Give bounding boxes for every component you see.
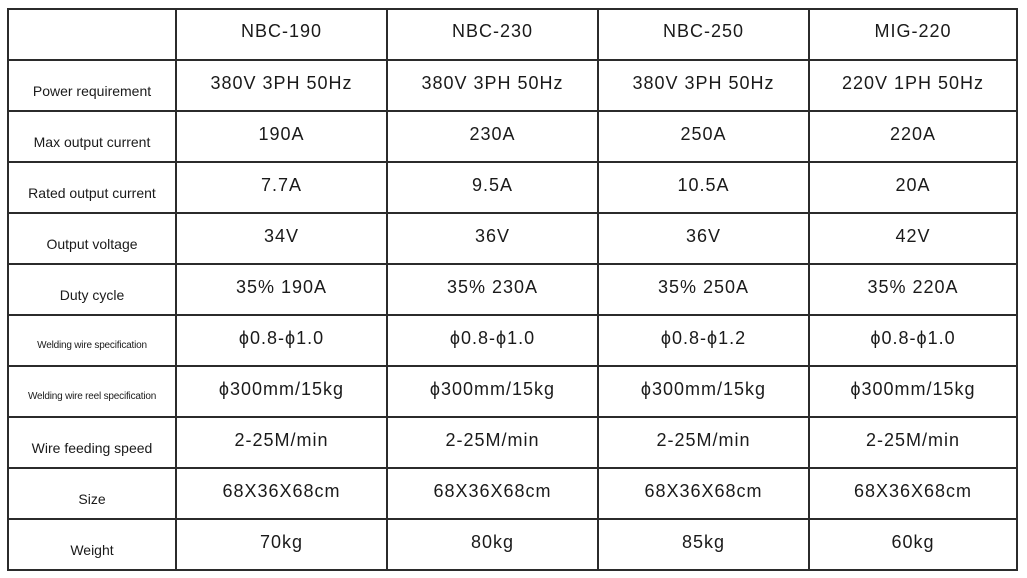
table-cell: 380V 3PH 50Hz bbox=[598, 60, 809, 111]
table-row-size bbox=[8, 468, 1017, 519]
table-cell: 68X36X68cm bbox=[809, 468, 1017, 519]
table-cell: 220V 1PH 50Hz bbox=[809, 60, 1017, 111]
model-header-nbc-190: NBC-190 bbox=[176, 9, 387, 60]
spec-table-container bbox=[7, 8, 1018, 571]
table-cell: 68X36X68cm bbox=[598, 468, 809, 519]
row-label: Duty cycle bbox=[8, 264, 176, 315]
spec-table bbox=[7, 8, 1018, 571]
row-label: Output voltage bbox=[8, 213, 176, 264]
table-row-rated-output-current bbox=[8, 162, 1017, 213]
table-cell: 35% 220A bbox=[809, 264, 1017, 315]
table-cell: ϕ0.8-ϕ1.2 bbox=[598, 315, 809, 366]
table-cell: ϕ0.8-ϕ1.0 bbox=[387, 315, 598, 366]
table-cell: ϕ300mm/15kg bbox=[387, 366, 598, 417]
table-cell: 2-25M/min bbox=[176, 417, 387, 468]
row-label: Wire feeding speed bbox=[8, 417, 176, 468]
table-row-welding-wire-specification bbox=[8, 315, 1017, 366]
table-cell: 70kg bbox=[176, 519, 387, 570]
table-cell: 190A bbox=[176, 111, 387, 162]
table-cell: 60kg bbox=[809, 519, 1017, 570]
corner-cell bbox=[8, 9, 176, 60]
table-cell: 42V bbox=[809, 213, 1017, 264]
table-cell: ϕ0.8-ϕ1.0 bbox=[809, 315, 1017, 366]
table-cell: 7.7A bbox=[176, 162, 387, 213]
row-label: Max output current bbox=[8, 111, 176, 162]
table-cell: 380V 3PH 50Hz bbox=[387, 60, 598, 111]
table-cell: 36V bbox=[387, 213, 598, 264]
table-cell: 2-25M/min bbox=[387, 417, 598, 468]
table-row-duty-cycle bbox=[8, 264, 1017, 315]
table-row-power-requirement bbox=[8, 60, 1017, 111]
row-label: Weight bbox=[8, 519, 176, 570]
table-cell: 230A bbox=[387, 111, 598, 162]
table-cell: 380V 3PH 50Hz bbox=[176, 60, 387, 111]
table-cell: ϕ300mm/15kg bbox=[809, 366, 1017, 417]
table-row-max-output-current bbox=[8, 111, 1017, 162]
table-cell: 9.5A bbox=[387, 162, 598, 213]
model-header-mig-220: MIG-220 bbox=[809, 9, 1017, 60]
row-label: Welding wire specification bbox=[8, 315, 176, 366]
row-label: Welding wire reel specification bbox=[8, 366, 176, 417]
table-cell: 80kg bbox=[387, 519, 598, 570]
table-cell: 36V bbox=[598, 213, 809, 264]
table-row-welding-wire-reel-specification bbox=[8, 366, 1017, 417]
table-cell: 220A bbox=[809, 111, 1017, 162]
table-cell: 35% 230A bbox=[387, 264, 598, 315]
table-cell: ϕ0.8-ϕ1.0 bbox=[176, 315, 387, 366]
table-cell: 35% 190A bbox=[176, 264, 387, 315]
table-row-output-voltage bbox=[8, 213, 1017, 264]
table-row-weight bbox=[8, 519, 1017, 570]
table-cell: 85kg bbox=[598, 519, 809, 570]
table-cell: 34V bbox=[176, 213, 387, 264]
table-cell: 68X36X68cm bbox=[387, 468, 598, 519]
row-label: Size bbox=[8, 468, 176, 519]
table-cell: 20A bbox=[809, 162, 1017, 213]
row-label: Rated output current bbox=[8, 162, 176, 213]
table-cell: 10.5A bbox=[598, 162, 809, 213]
row-label: Power requirement bbox=[8, 60, 176, 111]
table-cell: ϕ300mm/15kg bbox=[598, 366, 809, 417]
table-row-wire-feeding-speed bbox=[8, 417, 1017, 468]
table-cell: 2-25M/min bbox=[809, 417, 1017, 468]
model-header-nbc-250: NBC-250 bbox=[598, 9, 809, 60]
table-cell: 250A bbox=[598, 111, 809, 162]
model-header-nbc-230: NBC-230 bbox=[387, 9, 598, 60]
table-cell: ϕ300mm/15kg bbox=[176, 366, 387, 417]
header-row bbox=[8, 9, 1017, 60]
table-cell: 35% 250A bbox=[598, 264, 809, 315]
table-cell: 2-25M/min bbox=[598, 417, 809, 468]
table-cell: 68X36X68cm bbox=[176, 468, 387, 519]
